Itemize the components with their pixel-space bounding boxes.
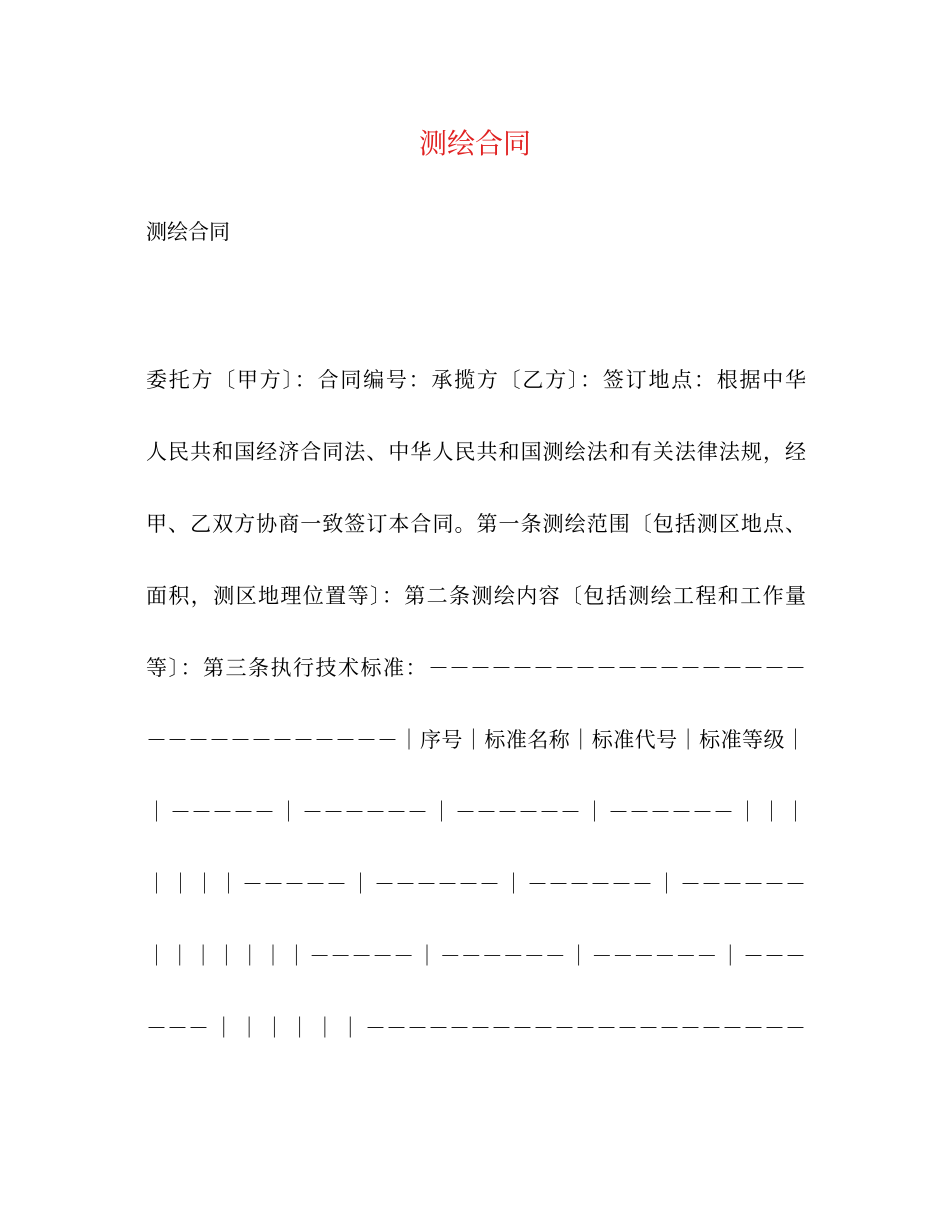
document-title: 测绘合同 <box>418 127 531 160</box>
body-line: 委托方〔甲方〕：合同编号：承揽方〔乙方〕：签订地点：根据中华 <box>146 368 806 392</box>
body-line: ｜｜｜｜｜｜｜－－－－－｜－－－－－－｜－－－－－－｜－－－ <box>146 944 806 968</box>
document-subtitle: 测绘合同 <box>146 220 230 244</box>
body-line: 等〕：第三条执行技术标准：－－－－－－－－－－－－－－－－－－ <box>146 656 806 680</box>
contract-body <box>146 362 806 1082</box>
body-line: －－－｜｜｜｜｜｜－－－－－－－－－－－－－－－－－－－－－ <box>146 1016 806 1040</box>
body-line: ｜｜｜｜－－－－－｜－－－－－－｜－－－－－－｜－－－－－－ <box>146 872 806 896</box>
body-line: 人民共和国经济合同法、中华人民共和国测绘法和有关法律法规，经 <box>146 440 806 464</box>
body-line: －－－－－－－－－－－－｜序号｜标准名称｜标准代号｜标准等级｜ <box>146 728 806 752</box>
body-line: 甲、乙双方协商一致签订本合同。第一条测绘范围〔包括测区地点、 <box>146 512 806 536</box>
body-line: ｜－－－－－｜－－－－－－｜－－－－－－｜－－－－－－｜｜｜ <box>146 800 806 824</box>
body-line: 面积，测区地理位置等〕：第二条测绘内容〔包括测绘工程和工作量 <box>146 584 806 608</box>
